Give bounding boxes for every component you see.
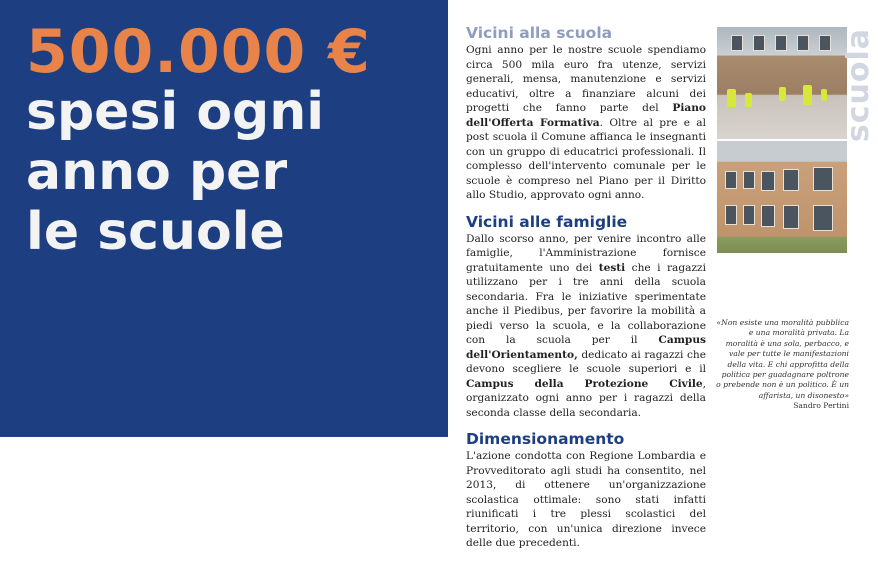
quote-author: Sandro Pertini [793,401,849,411]
headline-line: anno per [26,142,288,202]
headline [26,17,371,262]
section-title: Vicini alla scuola [466,24,613,42]
text-run: L'azione condotta con Regione Lombardia e Provveditorato agli studi ha consentito, nel 2013, di ottenere un'organizzazione scolastica ottimale: sono stati infatti riunificati i tre plessi scolastici del territorio, con un'unica direzione invece delle due precedenti. [466,450,706,549]
text-run: che i ragazzi utilizzano per i tre anni della scuola secondaria. Fra le iniziative sperimentate anche il Piedibus, per favorire la mobilità a piedi verso la scuola, e la collaborazione con la scuola per il [466,261,706,346]
text-run: Dallo scorso anno, per venire incontro alle famiglie, l'Amministrazione fornisce gratuitamente uno dei [466,232,706,274]
headline-line: spesi ogni [26,82,325,142]
headline-amount: 500.000 € [26,17,371,87]
bold-text: testi [598,261,626,274]
quote-text: «Non esiste una moralità pubblica e una moralità privata. La moralità è una sola, perbacco, e vale per tutte le manifestazioni della vita. E chi approfitta della politica per guadagnare poltrone o prebende non è un politico. È un affarista, un disonesto» [716,318,849,400]
bold-text: Campus dell'Orientamento, [466,334,706,361]
section-text [466,232,706,421]
headline-panel [0,0,448,437]
section-title: Dimensionamento [466,430,625,448]
bold-text: Piano dell'Offerta Formativa [466,102,706,129]
text-run: , organizzato ogni anno per i ragazzi della seconda classe della secondaria. [466,377,706,419]
headline-line: le scuole [26,202,285,262]
text-run: Ogni anno per le nostre scuole spendiamo circa 500 mila euro fra utenze, servizi generali, mensa, manutenzione e servizi educativi, oltre a finanziare alcuni dei progetti che fanno parte del [466,44,706,114]
section-tag [842,28,878,148]
section-tag-label: scuola [841,28,876,143]
section-text [466,449,706,551]
photo-school-building [717,141,847,253]
bold-text: Campus della Protezione Civile [466,377,703,390]
article-column [466,24,706,561]
text-run: dedicato ai ragazzi che devono scegliere le scuole superiori e il [466,348,706,375]
photo-children-walking [717,27,847,139]
school-photo [717,27,847,253]
section-text [466,43,706,203]
section-title: Vicini alle famiglie [466,212,628,231]
quote-box [716,318,849,412]
text-run: . Oltre al pre e al post scuola il Comune affianca le insegnanti con un gruppo di educatrici professionali. Il complesso dell'intervento comunale per le scuole è compreso nel Piano per il Diritto allo Studio, approvato ogni anno. [466,116,706,201]
article-panel [448,0,878,549]
